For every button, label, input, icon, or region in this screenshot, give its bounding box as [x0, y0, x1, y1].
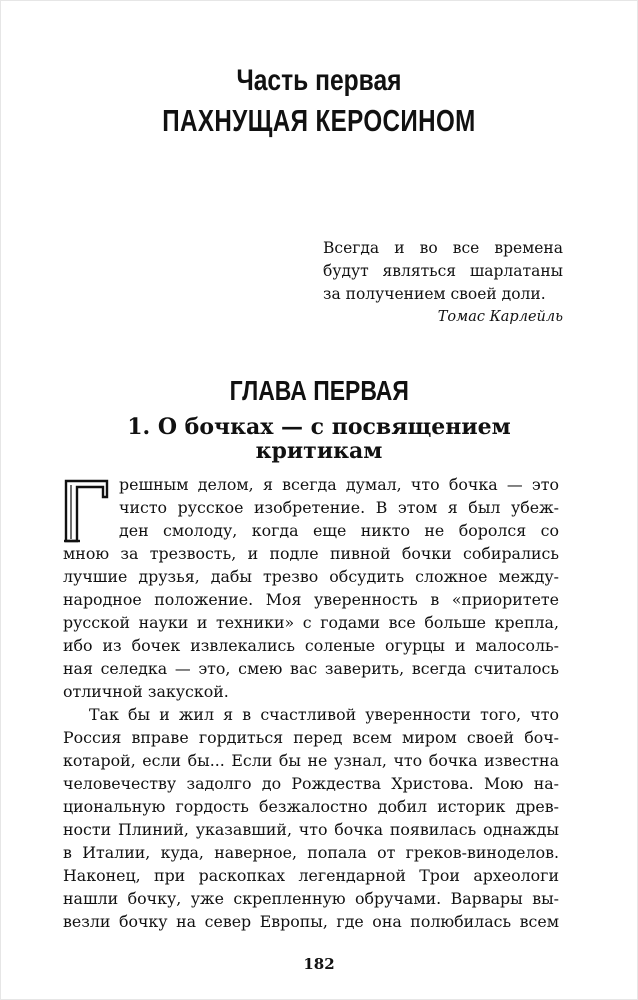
text-line: везли бочку на север Европы, где она полюбилась всем	[63, 912, 559, 931]
text-line: Наконец, при раскопках легендарной Трои археологи	[63, 866, 559, 885]
text-line: нашли бочку, уже скрепленную обручами. Варвары вы-	[63, 889, 559, 908]
text-line: ности Плиний, указавший, что бочка появилась однажды	[63, 820, 559, 839]
section-title-line2: критикам	[255, 438, 383, 464]
epigraph-line: Всегда и во все времена	[323, 239, 563, 257]
part-title-line1: Часть первая	[236, 64, 402, 97]
text-line: ден смолоду, когда еще никто не боролся со	[119, 521, 559, 540]
text-line: решным делом, я всегда думал, что бочка — это	[119, 475, 559, 494]
section-title-line1: 1. О бочках — с посвящением	[127, 414, 511, 440]
text-line: Россия вправе гордиться перед всем миром своей боч-	[63, 728, 559, 747]
chapter-title-text: ГЛАВА ПЕРВАЯ	[229, 375, 409, 406]
body-text	[63, 473, 559, 933]
epigraph-author: Томас Карлейль	[437, 309, 563, 325]
text-line: котарой, если бы... Если бы не узнал, что бочка известна	[63, 751, 559, 770]
text-line: мною за трезвость, и подле пивной бочки собирались	[63, 544, 559, 563]
chapter-title	[1, 375, 637, 407]
text-line: ная селедка — это, смею вас заверить, всегда считалось	[63, 659, 559, 678]
text-line: чисто русское изобретение. В этом я был убеж-	[119, 498, 559, 517]
text-line: русской науки и техники» с годами все больше крепла,	[63, 613, 559, 632]
part-title-line2: ПАХНУЩАЯ КЕРОСИНОМ	[162, 103, 476, 138]
section-title	[61, 415, 577, 463]
text-line: лучшие друзья, дабы трезво обсудить сложное между-	[63, 567, 559, 586]
text-line: в Италии, куда, наверное, попала от греков-виноделов.	[63, 843, 559, 862]
page-number: 182	[303, 955, 335, 973]
text-line: Так бы и жил я в счастливой уверенности того, что	[89, 705, 559, 724]
text-line: циональную гордость безжалостно добил историк древ-	[63, 797, 559, 816]
text-line: народное положение. Моя уверенность в «приоритете	[63, 590, 559, 609]
text-line: человечеству задолго до Рождества Христова. Мою на-	[63, 774, 559, 793]
epigraph-line: за получением своей доли.	[323, 285, 546, 303]
part-title	[1, 61, 637, 141]
text-line: отличной закуской.	[63, 682, 229, 701]
epigraph-line: будут являться шарлатаны	[323, 262, 563, 280]
text-line: ибо из бочек извлекались соленые огурцы и малосоль-	[63, 636, 559, 655]
epigraph	[323, 237, 563, 329]
